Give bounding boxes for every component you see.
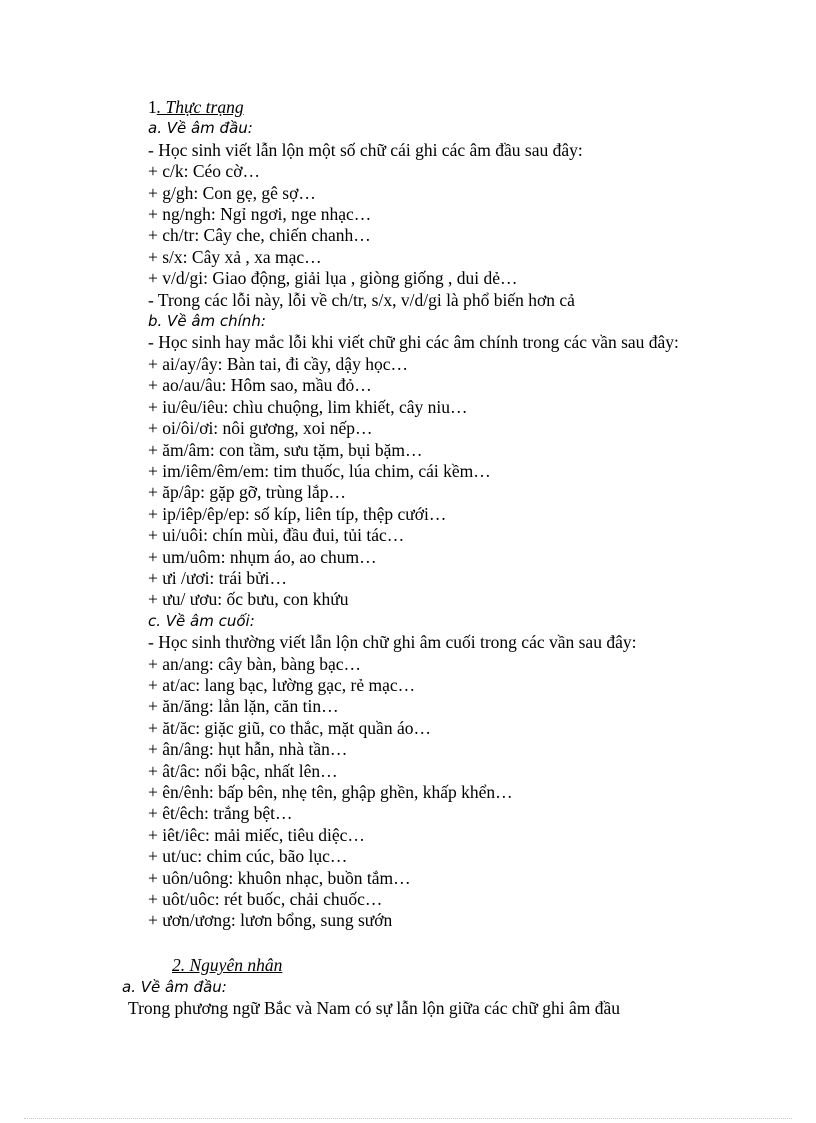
list-item: + uôt/uôc: rét buốc, chải chuốc… (148, 889, 383, 910)
list-item: + êt/êch: trắng bệt… (148, 803, 293, 824)
list-b (148, 354, 748, 611)
list-item: + im/iêm/êm/em: tim thuốc, lúa chim, cái kềm… (148, 460, 491, 481)
list-item: + c/k: Céo cờ… (148, 161, 260, 182)
list-item: + an/ang: cây bàn, bàng bạc… (148, 653, 361, 674)
section-1 (148, 97, 748, 932)
paragraph-b-intro: - Học sinh hay mắc lỗi khi viết chữ ghi các âm chính trong các vần sau đây: (148, 332, 679, 353)
section-1-heading (148, 97, 748, 118)
list-a (148, 140, 748, 311)
list-item: + oi/ôi/ơi: nôi gương, xoi nếp… (148, 418, 373, 439)
list-item: + ăp/âp: gặp gỡ, trùng lắp… (148, 482, 346, 503)
list-item: + ui/uôi: chín mùi, đầu đui, tủi tác… (148, 525, 405, 546)
subheading-b: b. Về âm chính: (148, 312, 266, 331)
section-2-paragraph: Trong phương ngữ Bắc và Nam có sự lẫn lộn giữa các chữ ghi âm đầu (128, 998, 620, 1018)
list-item: + v/d/gi: Giao động, giải lụa , giòng giống , dui dẻ… (148, 268, 518, 289)
page-bottom-dotted-rule (24, 1118, 792, 1119)
list-item: - Học sinh viết lẫn lộn một số chữ cái ghi các âm đầu sau đây: (148, 139, 583, 160)
section-2-title: 2. Nguyên nhân (172, 955, 283, 975)
list-item: + ưu/ ươu: ốc bưu, con khứu (148, 589, 349, 610)
list-item: + ăm/âm: con tầm, sưu tặm, bụi bặm… (148, 439, 423, 460)
list-item: + ăt/ăc: giặc giũ, co thắc, mặt quần áo… (148, 717, 431, 738)
list-item: + ăn/ăng: lẳn lặn, căn tin… (148, 696, 339, 717)
list-item: + s/x: Cây xả , xa mạc… (148, 246, 322, 267)
list-item: + iu/êu/iêu: chìu chuộng, lim khiết, cây niu… (148, 396, 468, 417)
section-1-number: 1 (148, 97, 157, 117)
list-item: + um/uôm: nhụm áo, ao chum… (148, 546, 377, 567)
subheading-c: c. Về âm cuối: (148, 611, 255, 630)
list-item: - Học sinh thường viết lẫn lộn chữ ghi âm cuối trong các vần sau đây: (148, 632, 637, 653)
list-item: + ươn/ương: lươn bổng, sung sướn (148, 910, 393, 931)
section-1-title: . Thực trạng (156, 97, 244, 117)
list-item: + ên/ênh: bấp bên, nhẹ tên, ghập ghền, khấp khển… (148, 782, 513, 802)
list-item: + uôn/uông: khuôn nhạc, buồn tắm… (148, 867, 411, 888)
list-item: + ao/au/âu: Hôm sao, mầu đỏ… (148, 375, 372, 396)
list-item: + at/ac: lang bạc, lường gạc, rẻ mạc… (148, 674, 416, 695)
list-item: + iêt/iêc: mải miếc, tiêu diệc… (148, 824, 365, 845)
list-item: + ch/tr: Cây che, chiến chanh… (148, 225, 371, 246)
list-item: + ng/ngh: Ngỉ ngơi, nge nhạc… (148, 204, 372, 225)
list-item: + ip/iêp/êp/ep: số kíp, liên típ, thệp cưới… (148, 503, 447, 524)
section-2-subheading-a: a. Về âm đầu: (122, 978, 227, 996)
list-item: + ai/ay/ây: Bàn tai, đi cầy, dậy học… (148, 353, 408, 374)
list-item: + ut/uc: chim cúc, bão lục… (148, 846, 348, 867)
list-item: + ân/âng: hụt hẫn, nhà tần… (148, 739, 348, 760)
list-item: - Trong các lỗi này, lỗi về ch/tr, s/x, v/d/gi là phổ biến hơn cả (148, 289, 575, 310)
subheading-a: a. Về âm đầu: (148, 119, 253, 138)
list-item: + g/gh: Con gẹ, gê sợ… (148, 182, 316, 203)
section-2-heading (172, 955, 282, 976)
list-c (148, 632, 748, 932)
list-item: + ưi /ươi: trái bửi… (148, 567, 287, 588)
list-item: + ât/âc: nổi bậc, nhất lên… (148, 760, 338, 781)
